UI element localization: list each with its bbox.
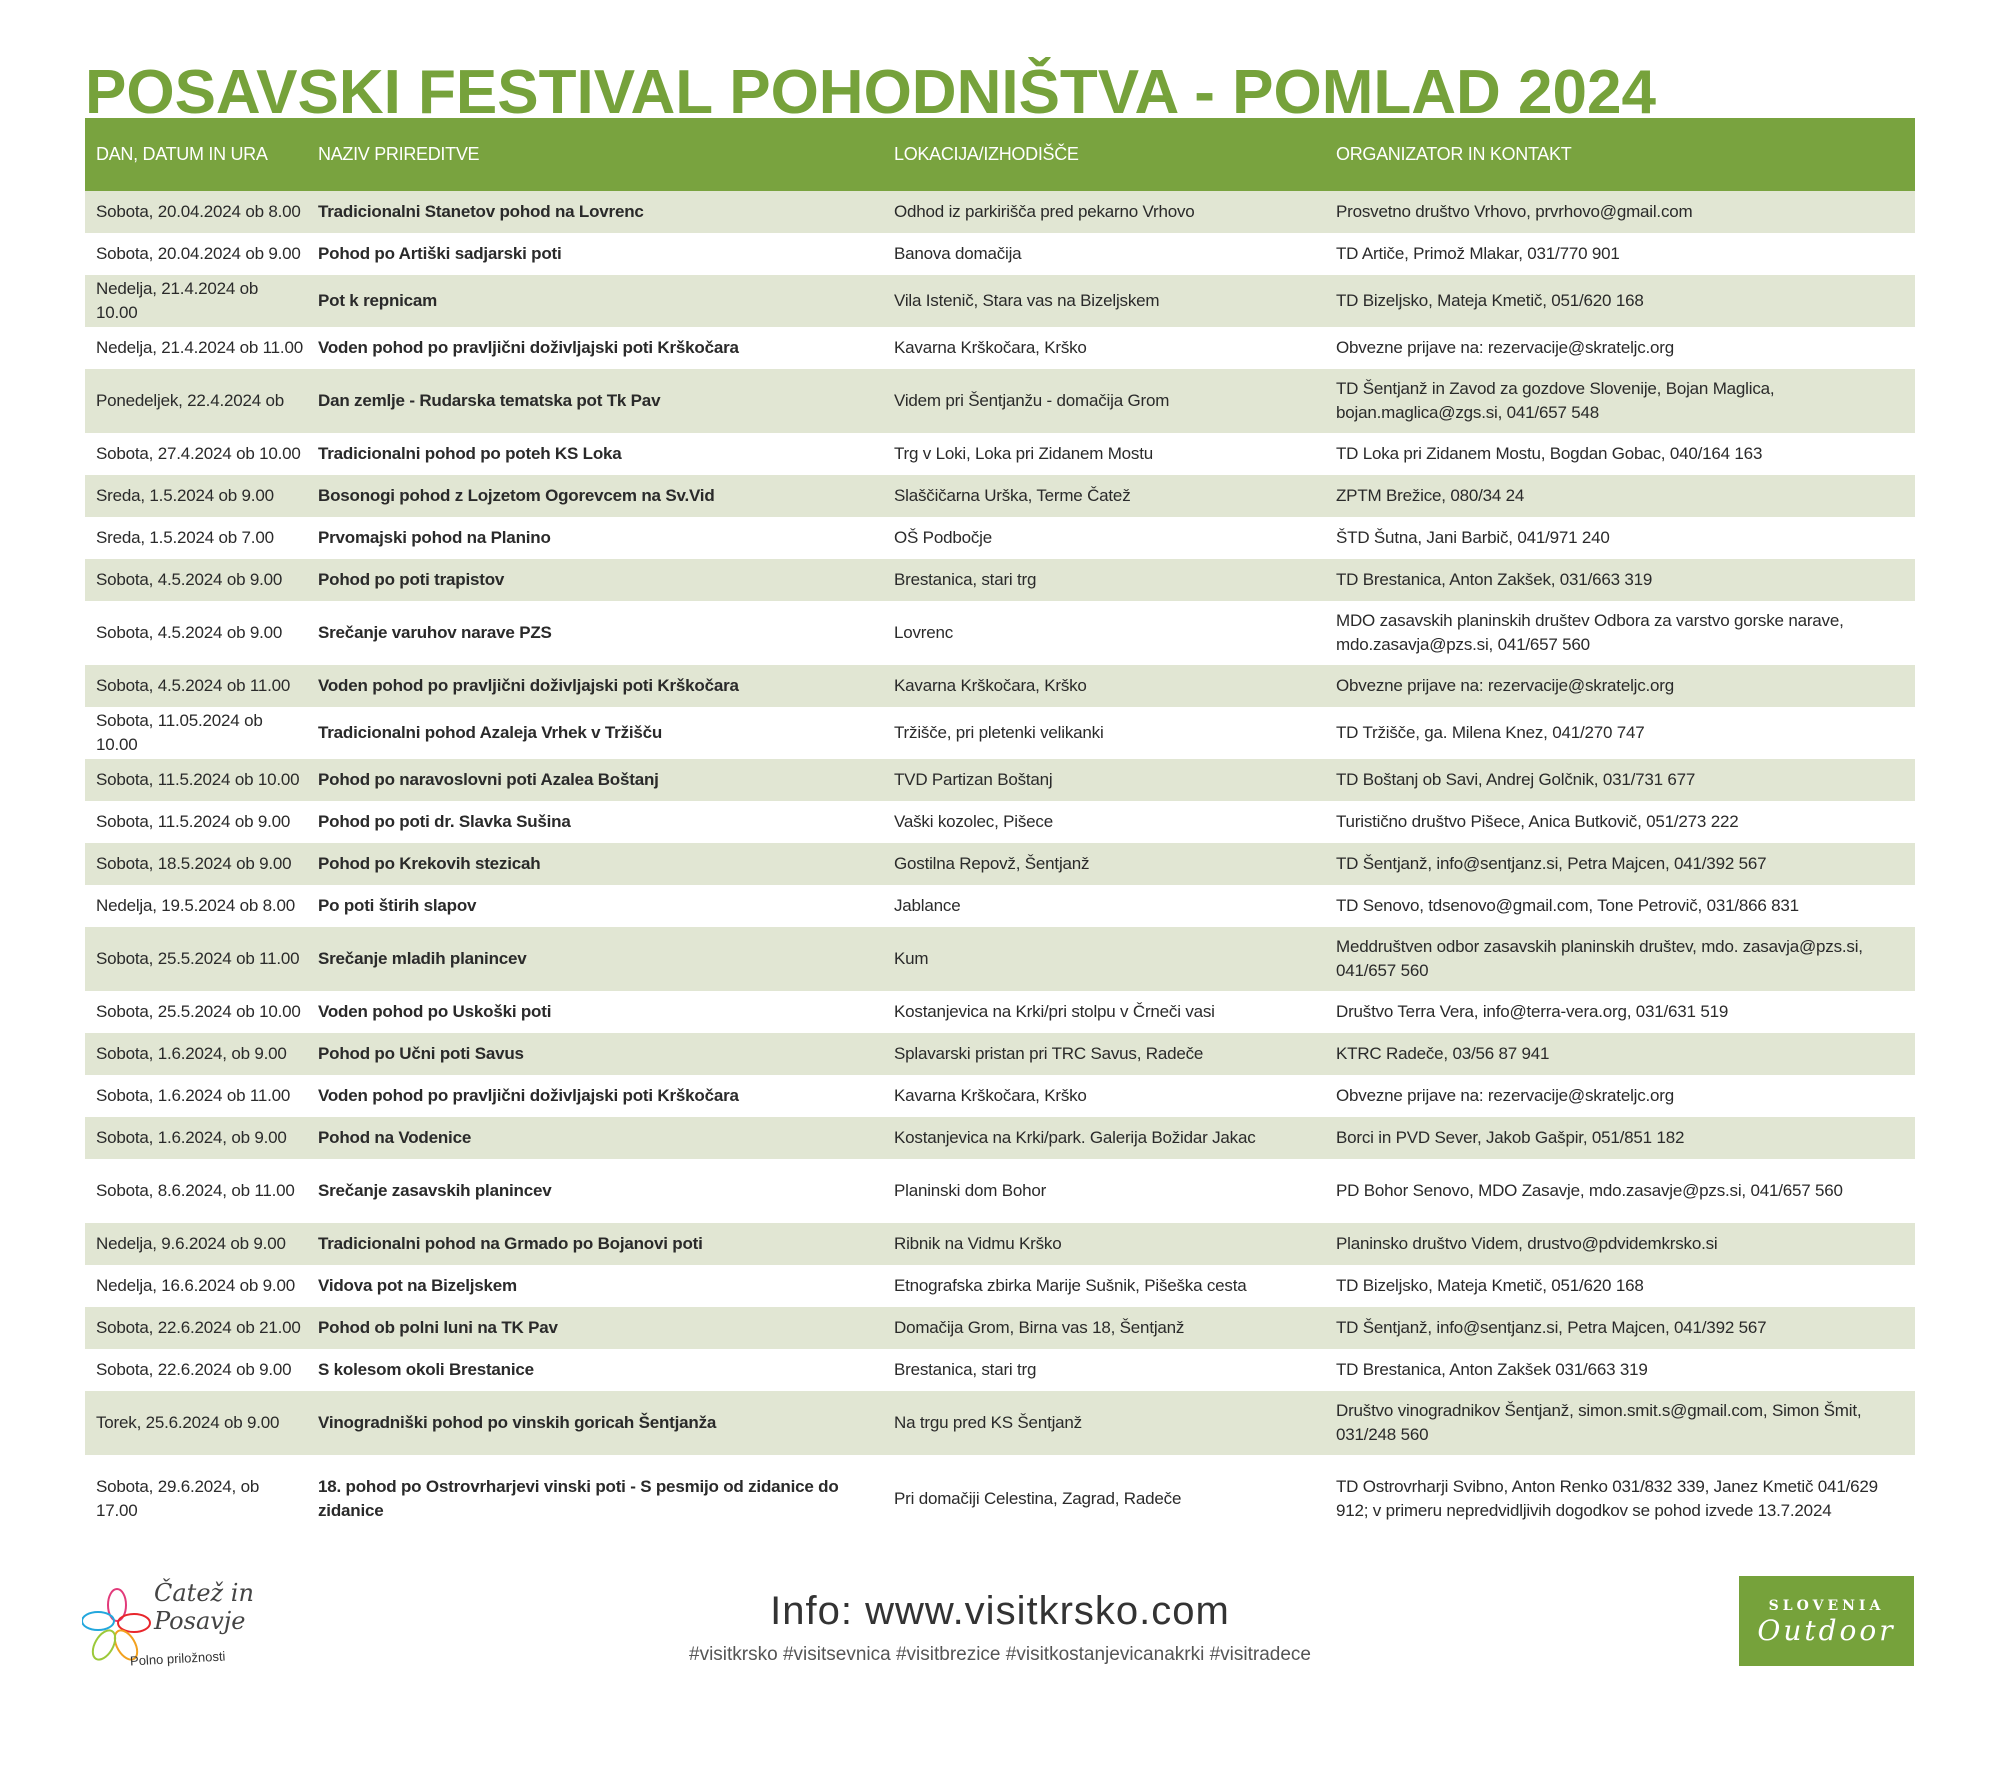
cell-date: Sreda, 1.5.2024 ob 9.00 [96,486,274,505]
column-header-date: DAN, DATUM IN URA [85,118,307,191]
cell-location: Pri domačiji Celestina, Zagrad, Radeče [894,1489,1182,1508]
cell-location: Kum [894,949,929,968]
cell-location: Videm pri Šentjanžu - domačija Grom [894,391,1170,410]
column-header-location: LOKACIJA/IZHODIŠČE [883,118,1325,191]
table-row [85,1455,1915,1543]
cell-date: Nedelja, 21.4.2024 ob 11.00 [96,338,303,357]
cell-location: Lovrenc [894,623,954,642]
cell-organizer: TD Loka pri Zidanem Mostu, Bogdan Gobac, 040/164 163 [1336,444,1763,463]
cell-organizer: PD Bohor Senovo, MDO Zasavje, mdo.zasavje@pzs.si, 041/657 560 [1336,1181,1843,1200]
table-row [85,927,1915,991]
logo-right-line1: SLOVENIA [1768,1598,1885,1614]
cell-organizer: TD Bizeljsko, Mateja Kmetič, 051/620 168 [1336,1276,1644,1295]
cell-date: Ponedeljek, 22.4.2024 ob [96,391,285,410]
cell-organizer: KTRC Radeče, 03/56 87 941 [1336,1044,1550,1063]
cell-location: Trg v Loki, Loka pri Zidanem Mostu [894,444,1154,463]
column-header-organizer: ORGANIZATOR IN KONTAKT [1325,118,1915,191]
cell-date: Sobota, 11.5.2024 ob 9.00 [96,812,291,831]
cell-event-name: Voden pohod po Uskoški poti [318,1002,552,1021]
cell-date: Nedelja, 21.4.2024 ob 10.00 [96,279,259,322]
cell-location: Odhod iz parkirišča pred pekarno Vrhovo [894,202,1195,221]
cell-date: Torek, 25.6.2024 ob 9.00 [96,1413,280,1432]
cell-date: Sobota, 8.6.2024, ob 11.00 [96,1181,295,1200]
cell-organizer: ŠTD Šutna, Jani Barbič, 041/971 240 [1336,528,1610,547]
cell-organizer: TD Šentjanž, info@sentjanz.si, Petra Majcen, 041/392 567 [1336,854,1767,873]
table-row [85,707,1915,759]
cell-organizer: TD Brestanica, Anton Zakšek, 031/663 319 [1336,570,1653,589]
cell-date: Sobota, 11.05.2024 ob 10.00 [96,711,263,754]
cell-location: Kostanjevica na Krki/park. Galerija Božidar Jakac [894,1128,1256,1147]
cell-date: Nedelja, 9.6.2024 ob 9.00 [96,1234,286,1253]
cell-date: Sobota, 20.04.2024 ob 8.00 [96,202,301,221]
cell-date: Sobota, 18.5.2024 ob 9.00 [96,854,292,873]
table-row [85,1265,1915,1307]
footer-hashtags: #visitkrsko #visitsevnica #visitbrezice #visitkostanjevicanakrki #visitradece [689,1644,1311,1665]
cell-date: Nedelja, 19.5.2024 ob 8.00 [96,896,295,915]
cell-event-name: Vidova pot na Bizeljskem [318,1276,517,1295]
cell-location: Vila Istenič, Stara vas na Bizeljskem [894,291,1160,310]
cell-date: Sobota, 22.6.2024 ob 21.00 [96,1318,301,1337]
cell-organizer: TD Artiče, Primož Mlakar, 031/770 901 [1336,244,1620,263]
cell-organizer: Turistično društvo Pišece, Anica Butkovič, 051/273 222 [1336,812,1739,831]
cell-date: Sobota, 1.6.2024, ob 9.00 [96,1128,287,1147]
cell-location: Brestanica, stari trg [894,570,1037,589]
cell-location: Gostilna Repovž, Šentjanž [894,854,1090,873]
cell-organizer: TD Boštanj ob Savi, Andrej Golčnik, 031/731 677 [1336,770,1696,789]
cell-event-name: Pohod po poti trapistov [318,570,505,589]
cell-location: Kavarna Krškočara, Krško [894,1086,1087,1105]
cell-location: Planinski dom Bohor [894,1181,1047,1200]
events-table [85,118,1915,1543]
table-header-row [85,118,1915,191]
cell-date: Sobota, 11.5.2024 ob 10.00 [96,770,300,789]
cell-event-name: S kolesom okoli Brestanice [318,1360,534,1379]
cell-event-name: Tradicionalni pohod po poteh KS Loka [318,444,622,463]
cell-location: Vaški kozolec, Pišece [894,812,1053,831]
table-row [85,327,1915,369]
table-row [85,1033,1915,1075]
cell-organizer: Obvezne prijave na: rezervacije@skrateljc.org [1336,338,1675,357]
cell-location: Splavarski pristan pri TRC Savus, Radeče [894,1044,1204,1063]
cell-event-name: Dan zemlje - Rudarska tematska pot Tk Pav [318,391,661,410]
cell-date: Sobota, 29.6.2024, ob 17.00 [96,1477,260,1520]
footer-info-link[interactable]: Info: www.visitkrsko.com [770,1589,1230,1633]
cell-organizer: TD Ostrovrharji Svibno, Anton Renko 031/832 339, Janez Kmetič 041/629 912; v primeru nepredvidljivih dogodkov se pohod izvede 13.7.2024 [1336,1477,1878,1520]
table-row [85,191,1915,233]
cell-event-name: Pohod na Vodenice [318,1128,472,1147]
table-row [85,275,1915,327]
cell-event-name: Prvomajski pohod na Planino [318,528,551,547]
cell-organizer: TD Brestanica, Anton Zakšek 031/663 319 [1336,1360,1648,1379]
cell-location: Na trgu pred KS Šentjanž [894,1413,1082,1432]
cell-organizer: TD Šentjanž in Zavod za gozdove Slovenije, Bojan Maglica, bojan.maglica@zgs.si, 041/657 548 [1336,379,1775,422]
cell-event-name: Srečanje mladih planincev [318,949,527,968]
cell-location: Kavarna Krškočara, Krško [894,676,1087,695]
cell-event-name: Pohod po poti dr. Slavka Sušina [318,812,571,831]
cell-location: TVD Partizan Boštanj [894,770,1053,789]
cell-date: Sobota, 4.5.2024 ob 11.00 [96,676,291,695]
table-row [85,1307,1915,1349]
logo-left-tagline: Polno priložnosti [129,1648,226,1669]
cell-organizer: Društvo Terra Vera, info@terra-vera.org, 031/631 519 [1336,1002,1729,1021]
table-row [85,759,1915,801]
cell-date: Sobota, 20.04.2024 ob 9.00 [96,244,301,263]
table-row [85,1223,1915,1265]
cell-event-name: Voden pohod po pravljični doživljajski poti Krškočara [318,676,739,695]
cell-organizer: Borci in PVD Sever, Jakob Gašpir, 051/851 182 [1336,1128,1685,1147]
table-row [85,1349,1915,1391]
cell-date: Sobota, 22.6.2024 ob 9.00 [96,1360,292,1379]
cell-date: Sobota, 1.6.2024, ob 9.00 [96,1044,287,1063]
cell-organizer: TD Senovo, tdsenovo@gmail.com, Tone Petrovič, 031/866 831 [1336,896,1799,915]
cell-event-name: Pohod ob polni luni na TK Pav [318,1318,558,1337]
cell-event-name: Pohod po naravoslovni poti Azalea Boštanj [318,770,659,789]
table-row [85,433,1915,475]
cell-event-name: 18. pohod po Ostrovrharjevi vinski poti - S pesmijo od zidanice do zidanice [318,1477,839,1520]
table-row [85,369,1915,433]
table-row [85,885,1915,927]
table-row [85,801,1915,843]
cell-event-name: Tradicionalni Stanetov pohod na Lovrenc [318,202,644,221]
cell-organizer: TD Bizeljsko, Mateja Kmetič, 051/620 168 [1336,291,1644,310]
cell-location: Ribnik na Vidmu Krško [894,1234,1062,1253]
cell-event-name: Tradicionalni pohod Azaleja Vrhek v Tržišču [318,723,663,742]
cell-location: Tržišče, pri pletenki velikanki [894,723,1104,742]
cell-event-name: Bosonogi pohod z Lojzetom Ogorevcem na Sv.Vid [318,486,715,505]
cell-event-name: Srečanje varuhov narave PZS [318,623,552,642]
cell-event-name: Pohod po Učni poti Savus [318,1044,524,1063]
cell-organizer: Prosvetno društvo Vrhovo, prvrhovo@gmail.com [1336,202,1693,221]
cell-organizer: Društvo vinogradnikov Šentjanž, simon.smit.s@gmail.com, Simon Šmit, 031/248 560 [1336,1401,1862,1444]
table-row [85,1391,1915,1455]
table-row [85,1159,1915,1223]
cell-location: Kavarna Krškočara, Krško [894,338,1087,357]
cell-event-name: Po poti štirih slapov [318,896,477,915]
cell-date: Sobota, 4.5.2024 ob 9.00 [96,623,283,642]
cell-date: Sobota, 25.5.2024 ob 10.00 [96,1002,301,1021]
cell-organizer: Planinsko društvo Videm, drustvo@pdvidemkrsko.si [1336,1234,1718,1253]
logo-left-line2: Posavje [154,1607,246,1635]
page-title: POSAVSKI FESTIVAL POHODNIŠTVA - POMLAD 2024 [85,58,1656,127]
table-row [85,475,1915,517]
cell-date: Sobota, 1.6.2024 ob 11.00 [96,1086,291,1105]
cell-location: Kostanjevica na Krki/pri stolpu v Črneči vasi [894,1002,1215,1021]
column-header-name: NAZIV PRIREDITVE [307,118,883,191]
table-row [85,1075,1915,1117]
cell-event-name: Pot k repnicam [318,291,438,310]
cell-event-name: Pohod po Krekovih stezicah [318,854,541,873]
cell-event-name: Vinogradniški pohod po vinskih goricah Šentjanža [318,1413,717,1432]
cell-organizer: TD Šentjanž, info@sentjanz.si, Petra Majcen, 041/392 567 [1336,1318,1767,1337]
cell-organizer: MDO zasavskih planinskih društev Odbora za varstvo gorske narave, mdo.zasavja@pzs.si, 041/657 560 [1336,611,1844,654]
cell-location: Banova domačija [894,244,1022,263]
logo-left-line1: Čatež in [154,1579,254,1607]
cell-organizer: Obvezne prijave na: rezervacije@skrateljc.org [1336,1086,1675,1105]
footer [0,1573,2000,1723]
cell-organizer: ZPTM Brežice, 080/34 24 [1336,486,1525,505]
cell-organizer: TD Tržišče, ga. Milena Knez, 041/270 747 [1336,723,1645,742]
cell-event-name: Voden pohod po pravljični doživljajski poti Krškočara [318,1086,739,1105]
table-row [85,601,1915,665]
table-row [85,559,1915,601]
table-row [85,843,1915,885]
cell-location: Slaščičarna Urška, Terme Čatež [894,486,1131,505]
cell-location: Etnografska zbirka Marije Sušnik, Pišeška cesta [894,1276,1247,1295]
cell-date: Sobota, 4.5.2024 ob 9.00 [96,570,283,589]
cell-date: Sobota, 25.5.2024 ob 11.00 [96,949,300,968]
cell-organizer: Obvezne prijave na: rezervacije@skrateljc.org [1336,676,1675,695]
cell-date: Nedelja, 16.6.2024 ob 9.00 [96,1276,295,1295]
table-row [85,233,1915,275]
table-row [85,991,1915,1033]
cell-event-name: Tradicionalni pohod na Grmado po Bojanovi poti [318,1234,703,1253]
slovenia-outdoor-logo [1739,1576,1914,1666]
logo-right-line2: Outdoor [1757,1614,1896,1647]
cell-date: Sobota, 27.4.2024 ob 10.00 [96,444,301,463]
table-row [85,517,1915,559]
cell-location: Brestanica, stari trg [894,1360,1037,1379]
cell-event-name: Pohod po Artiški sadjarski poti [318,244,562,263]
cell-event-name: Srečanje zasavskih planincev [318,1181,552,1200]
cell-location: OŠ Podbočje [894,528,992,547]
cell-event-name: Voden pohod po pravljični doživljajski poti Krškočara [318,338,739,357]
table-row [85,1117,1915,1159]
cell-organizer: Meddruštven odbor zasavskih planinskih društev, mdo. zasavja@pzs.si, 041/657 560 [1336,937,1863,980]
cell-location: Jablance [894,896,961,915]
table-row [85,665,1915,707]
cell-location: Domačija Grom, Birna vas 18, Šentjanž [894,1318,1185,1337]
cell-date: Sreda, 1.5.2024 ob 7.00 [96,528,274,547]
